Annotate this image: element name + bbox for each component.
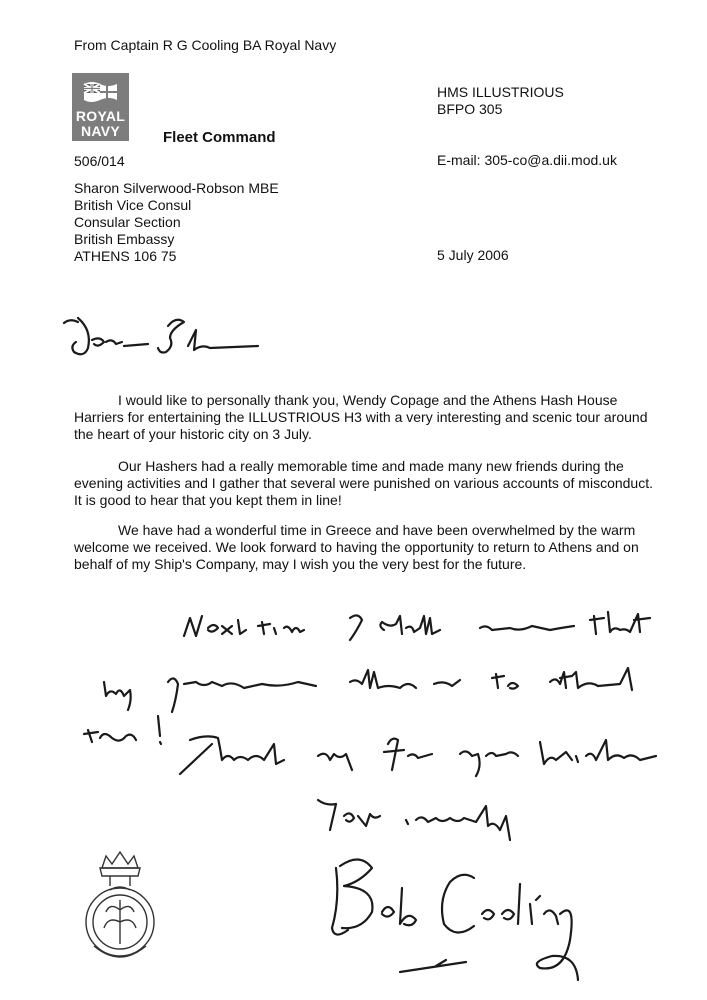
handwritten-note-line-1 (184, 612, 650, 640)
recipient-line: ATHENS 106 75 (74, 248, 177, 264)
handwritten-salutation (64, 318, 258, 354)
recipient-line: British Embassy (74, 231, 175, 247)
handwritten-closing (318, 800, 510, 840)
ensign-flag-icon (83, 80, 118, 104)
handwritten-note-line-3 (84, 716, 656, 776)
from-line: From Captain R G Cooling BA Royal Navy (74, 37, 337, 53)
reference-number: 506/014 (74, 153, 125, 169)
division-name: Fleet Command (163, 129, 276, 146)
recipient-line: Sharon Silverwood-Robson MBE (74, 180, 279, 196)
ship-crest-icon (80, 850, 160, 970)
body-paragraph (74, 522, 654, 573)
paragraph-text: I would like to personally thank you, Wendy Copage and the Athens Hash House Harriers for entertaining the ILLUSTRIOUS H3 with a very interesting and scenic tour around the heart of your historic city on 3 July. (74, 392, 648, 442)
paragraph-text: Our Hashers had a really memorable time and made many new friends during the evening activities and I gather that several were punished on various accounts of misconduct. It is good to hear that you kept them in line! (74, 458, 653, 508)
ship-name: HMS ILLUSTRIOUS (437, 84, 564, 100)
body-paragraph (74, 392, 654, 443)
paragraph-text: We have had a wonderful time in Greece and have been overwhelmed by the warm welcome we received. We look forward to having the opportunity to return to Athens and on behalf of my Ship's Company, may I wish you the very best for the future. (74, 522, 639, 572)
recipient-address (74, 180, 279, 265)
body-paragraph (74, 458, 654, 509)
logo-word-navy: NAVY (80, 123, 121, 139)
logo-word-royal: ROYAL (75, 108, 126, 124)
recipient-line: Consular Section (74, 214, 181, 230)
recipient-line: British Vice Consul (74, 197, 192, 213)
handwritten-note-line-2 (104, 668, 632, 712)
email-address: E-mail: 305-co@a.dii.mod.uk (437, 152, 617, 168)
letter-date: 5 July 2006 (437, 247, 509, 263)
ship-bfpo: BFPO 305 (437, 101, 503, 117)
royal-navy-logo (72, 73, 129, 141)
handwritten-signature (332, 859, 578, 980)
